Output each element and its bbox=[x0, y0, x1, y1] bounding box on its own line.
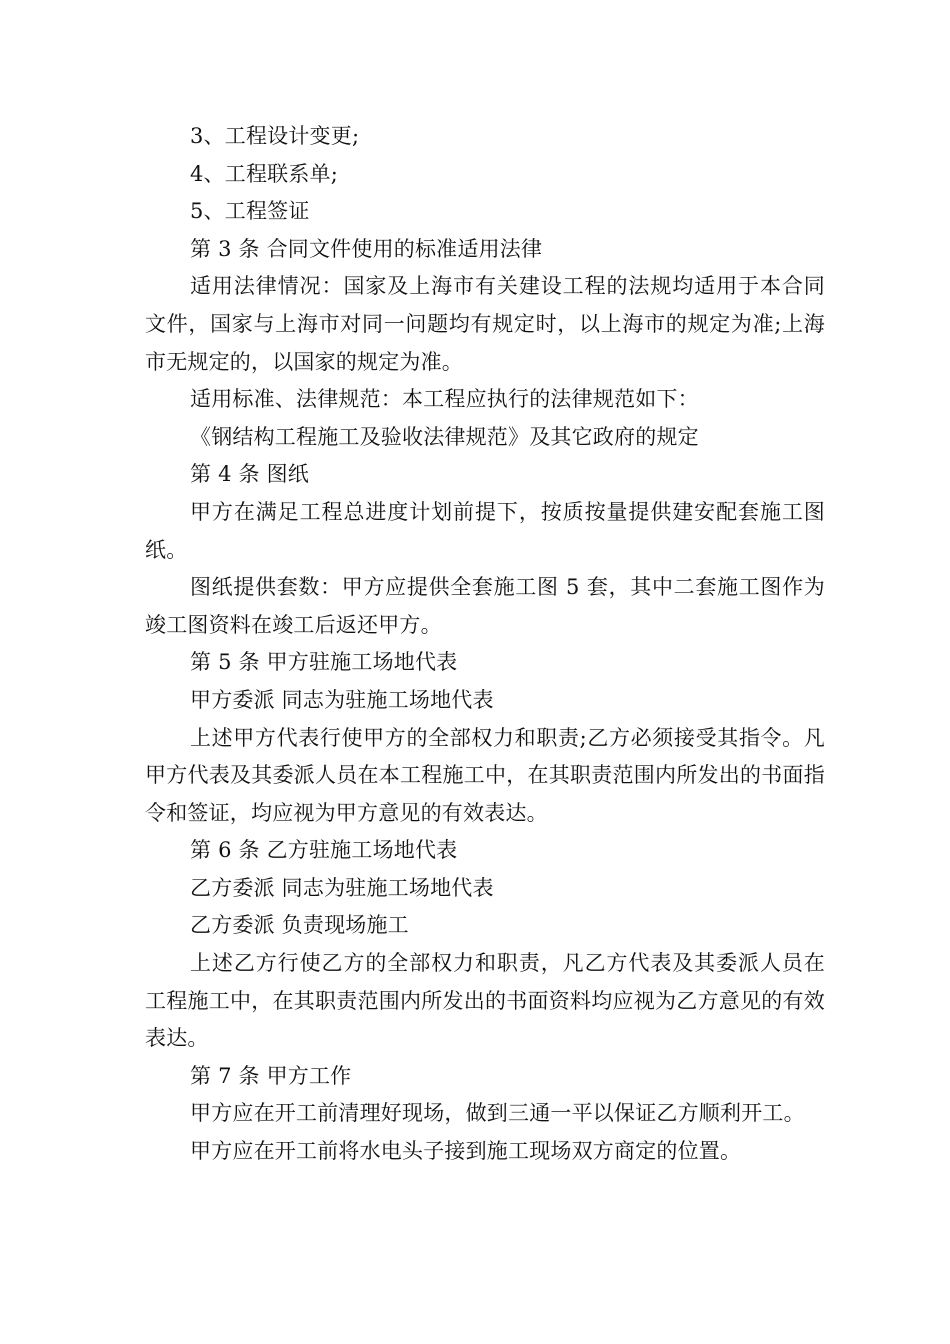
document-body bbox=[145, 118, 825, 1171]
article-5-authority: 上述甲方代表行使甲方的全部权力和职责;乙方必须接受其指令。凡甲方代表及其委派人员在本工程施工中，在其职责范围内所发出的书面指令和签证，均应视为甲方意见的有效表达。 bbox=[145, 725, 825, 825]
article-3-applicable-law: 适用法律情况：国家及上海市有关建设工程的法规均适用于本合同文件，国家与上海市对同一问题均有规定时，以上海市的规定为准;上海市无规定的，以国家的规定为准。 bbox=[145, 274, 825, 374]
article-3-steel-spec: 《钢结构工程施工及验收法律规范》及其它政府的规定 bbox=[190, 424, 699, 449]
article-7-utilities: 甲方应在开工前将水电头子接到施工现场双方商定的位置。 bbox=[190, 1139, 742, 1164]
article-6-heading: 第 6 条 乙方驻施工场地代表 bbox=[190, 838, 458, 863]
article-5-appointment: 甲方委派 同志为驻施工场地代表 bbox=[190, 687, 494, 712]
article-3-heading: 第 3 条 合同文件使用的标准适用法律 bbox=[190, 236, 543, 261]
article-7-site-clearing: 甲方应在开工前清理好现场，做到三通一平以保证乙方顺利开工。 bbox=[190, 1101, 805, 1126]
article-7-heading: 第 7 条 甲方工作 bbox=[190, 1063, 352, 1088]
article-4-drawing-sets: 图纸提供套数：甲方应提供全套施工图 5 套，其中二套施工图作为竣工图资料在竣工后返还甲方。 bbox=[145, 575, 825, 637]
list-item-design-change: 3、工程设计变更; bbox=[190, 124, 360, 148]
article-6-site-manager: 乙方委派 负责现场施工 bbox=[190, 913, 409, 938]
article-6-authority: 上述乙方行使乙方的全部权力和职责，凡乙方代表及其委派人员在工程施工中，在其职责范围内所发出的书面资料均应视为乙方意见的有效表达。 bbox=[145, 951, 825, 1051]
article-4-drawings-supply: 甲方在满足工程总进度计划前提下，按质按量提供建安配套施工图纸。 bbox=[145, 499, 825, 562]
list-item-contact-sheet: 4、工程联系单; bbox=[190, 161, 339, 186]
article-3-standards: 适用标准、法律规范：本工程应执行的法律规范如下： bbox=[190, 387, 699, 412]
list-item-visa: 5、工程签证 bbox=[190, 199, 310, 224]
article-5-heading: 第 5 条 甲方驻施工场地代表 bbox=[190, 650, 458, 675]
article-6-appointment: 乙方委派 同志为驻施工场地代表 bbox=[190, 875, 494, 900]
article-4-heading: 第 4 条 图纸 bbox=[190, 462, 309, 487]
